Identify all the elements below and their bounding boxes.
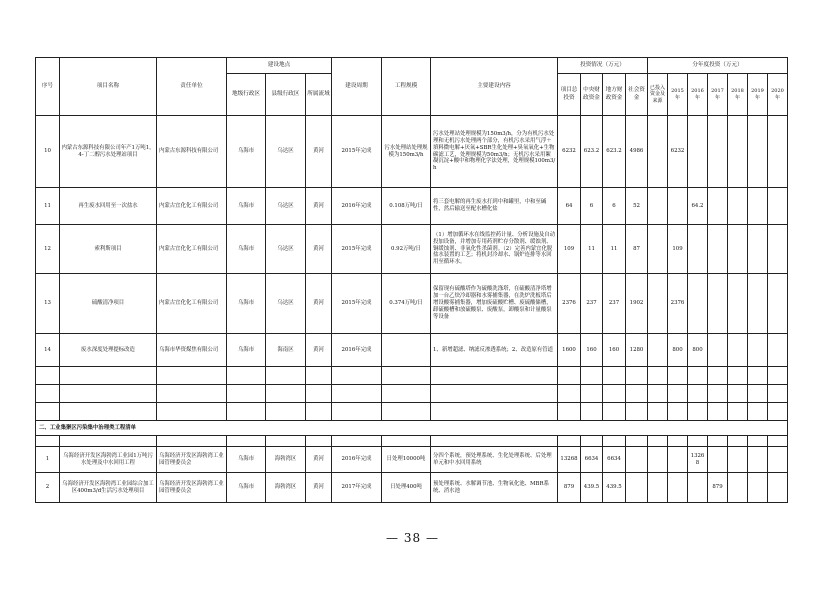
empty-row (36, 436, 788, 447)
header-scale: 工程规模 (382, 58, 431, 116)
cell-scale: 日处理400吨 (382, 473, 431, 503)
cell-content: 污水处理站处理规模为150m3/h，分为有机污水处理和无机污水处理两个部分，有机污水采用气浮＋填料微电解+厌氧+SBR生化处理+臭氧氧化+生物碳滤工艺，处理规模为50m3/h；无机污水采用絮凝沉淀+酸中和物理化学法处理，处理规模100m3/h (431, 116, 558, 188)
header-central: 中央财政资金 (581, 74, 603, 116)
cell-name: 乌海经济开发区海勃湾工业园综合加工区400m3/d生活污水处理项目 (60, 473, 157, 503)
empty-cell (668, 403, 688, 421)
cell-central: 160 (581, 334, 603, 367)
cell-scale: 0.108万吨/日 (382, 188, 431, 225)
empty-cell (60, 436, 157, 447)
cell-invested (648, 188, 668, 225)
cell-total: 1600 (558, 334, 581, 367)
cell-y2015: 6232 (668, 116, 688, 188)
empty-cell (688, 367, 708, 385)
empty-cell (603, 436, 626, 447)
page-number: — 38 — (386, 531, 439, 545)
cell-name: 硫酸清净项目 (60, 274, 157, 334)
empty-cell (603, 367, 626, 385)
cell-city: 乌海市 (227, 334, 266, 367)
empty-cell (306, 385, 332, 403)
empty-cell (36, 403, 60, 421)
empty-cell (60, 367, 157, 385)
empty-cell (581, 385, 603, 403)
empty-cell (332, 436, 382, 447)
cell-y2015 (668, 447, 688, 473)
empty-cell (648, 385, 668, 403)
header-2020: 2020年 (768, 74, 788, 116)
cell-county: 乌达区 (266, 116, 306, 188)
header-city: 地级行政区 (227, 74, 266, 116)
header-2015: 2015年 (668, 74, 688, 116)
header-invest: 投资情况（万元） (558, 58, 648, 74)
cell-invested (648, 274, 668, 334)
cell-total: 13268 (558, 447, 581, 473)
empty-cell (708, 385, 728, 403)
cell-content: 预处理系统、水解调节池、生物氧化池、MBR系统、消水池 (431, 473, 558, 503)
section-row (36, 421, 788, 436)
empty-cell (668, 367, 688, 385)
cell-no: 12 (36, 225, 60, 274)
cell-basin: 黄河 (306, 447, 332, 473)
table-row (36, 334, 788, 367)
project-table (35, 57, 788, 503)
cell-y2020 (768, 116, 788, 188)
empty-cell (728, 385, 748, 403)
cell-period: 2016年完成 (332, 188, 382, 225)
empty-cell (157, 385, 227, 403)
empty-cell (626, 367, 648, 385)
cell-central: 6 (581, 188, 603, 225)
cell-city: 乌海市 (227, 116, 266, 188)
empty-cell (382, 436, 431, 447)
cell-y2015: 2376 (668, 274, 688, 334)
cell-y2015: 800 (668, 334, 688, 367)
empty-cell (227, 436, 266, 447)
cell-name: 废水深度处理提标改造 (60, 334, 157, 367)
empty-row (36, 367, 788, 385)
empty-cell (157, 367, 227, 385)
table-row (36, 225, 788, 274)
cell-period: 2015年完成 (332, 116, 382, 188)
cell-social: 1280 (626, 334, 648, 367)
cell-unit: 内蒙古宜化化工有限公司 (157, 188, 227, 225)
empty-cell (648, 367, 668, 385)
cell-no: 14 (36, 334, 60, 367)
header-yearly: 分年度投资（万元） (648, 58, 788, 74)
empty-cell (431, 403, 558, 421)
cell-no: 2 (36, 473, 60, 503)
cell-invested (648, 473, 668, 503)
cell-central: 237 (581, 274, 603, 334)
empty-cell (431, 367, 558, 385)
empty-cell (266, 385, 306, 403)
header-invested: 已投入资金及来源 (648, 74, 668, 116)
empty-cell (157, 436, 227, 447)
empty-cell (688, 436, 708, 447)
cell-city: 乌海市 (227, 188, 266, 225)
cell-basin: 黄河 (306, 116, 332, 188)
cell-city: 乌海市 (227, 225, 266, 274)
cell-no: 13 (36, 274, 60, 334)
header-2019: 2019年 (748, 74, 768, 116)
cell-y2019 (748, 447, 768, 473)
cell-local: 6 (603, 188, 626, 225)
cell-total: 879 (558, 473, 581, 503)
cell-local: 160 (603, 334, 626, 367)
cell-y2020 (768, 334, 788, 367)
cell-name: 再生废水回用至一次盐水 (60, 188, 157, 225)
empty-cell (581, 367, 603, 385)
header-location: 建设地点 (227, 58, 332, 74)
cell-basin: 黄河 (306, 225, 332, 274)
cell-invested (648, 225, 668, 274)
cell-social (626, 473, 648, 503)
cell-y2017 (708, 334, 728, 367)
cell-unit: 内蒙古宜化化工有限公司 (157, 274, 227, 334)
cell-county: 海勃湾区 (266, 447, 306, 473)
cell-city: 乌海市 (227, 447, 266, 473)
section-title: 二、工业集聚区污染集中治理类工程清单 (36, 421, 788, 436)
empty-cell (688, 403, 708, 421)
empty-cell (558, 436, 581, 447)
header-row-1 (36, 58, 788, 74)
header-project: 项目名称 (60, 58, 157, 116)
cell-basin: 黄河 (306, 334, 332, 367)
header-social: 社会资金 (626, 74, 648, 116)
table-body (36, 58, 788, 503)
empty-cell (728, 403, 748, 421)
table-row (36, 274, 788, 334)
cell-local: 439.5 (603, 473, 626, 503)
cell-county: 海勃湾区 (266, 473, 306, 503)
cell-total: 2376 (558, 274, 581, 334)
cell-y2019 (748, 334, 768, 367)
empty-cell (708, 367, 728, 385)
empty-cell (581, 403, 603, 421)
empty-cell (36, 436, 60, 447)
cell-total: 6232 (558, 116, 581, 188)
table-row (36, 116, 788, 188)
empty-cell (728, 367, 748, 385)
cell-y2019 (748, 188, 768, 225)
empty-cell (558, 367, 581, 385)
cell-y2018 (728, 225, 748, 274)
empty-cell (626, 403, 648, 421)
header-total: 项目总投资 (558, 74, 581, 116)
empty-cell (603, 403, 626, 421)
cell-scale: 0.374万吨/日 (382, 274, 431, 334)
cell-content: 保留现有硫酸塔作为硫酸洗涤塔，在硫酸清净塔增加一台乙炔冷却器和水雾捕集器，在洗炉洗板塔后增设酸雾捕集器，增加废硫酸贮槽、废硫酸储槽，卸硫酸槽和放硫酸泵、废酸泵，卸酸泵和计量酸泵等设备 (431, 274, 558, 334)
empty-cell (227, 385, 266, 403)
empty-cell (648, 403, 668, 421)
header-content: 主要建设内容 (431, 58, 558, 116)
empty-cell (748, 385, 768, 403)
empty-cell (36, 367, 60, 385)
cell-city: 乌海市 (227, 473, 266, 503)
empty-cell (332, 385, 382, 403)
empty-cell (306, 403, 332, 421)
cell-central: 439.5 (581, 473, 603, 503)
empty-cell (768, 436, 788, 447)
empty-cell (382, 367, 431, 385)
cell-central: 623.2 (581, 116, 603, 188)
empty-cell (382, 403, 431, 421)
cell-y2016: 13268 (688, 447, 708, 473)
cell-unit: 内蒙古宜化化工有限公司 (157, 225, 227, 274)
empty-cell (768, 385, 788, 403)
cell-no: 1 (36, 447, 60, 473)
cell-y2018 (728, 116, 748, 188)
cell-y2017 (708, 116, 728, 188)
cell-total: 64 (558, 188, 581, 225)
cell-y2020 (768, 473, 788, 503)
empty-cell (581, 436, 603, 447)
header-seq: 序号 (36, 58, 60, 116)
header-2016: 2016年 (688, 74, 708, 116)
cell-y2018 (728, 274, 748, 334)
table-row (36, 447, 788, 473)
empty-row (36, 385, 788, 403)
empty-cell (332, 403, 382, 421)
empty-cell (382, 385, 431, 403)
cell-county: 乌达区 (266, 225, 306, 274)
cell-y2020 (768, 225, 788, 274)
empty-cell (266, 403, 306, 421)
empty-cell (626, 436, 648, 447)
cell-basin: 黄河 (306, 473, 332, 503)
empty-cell (36, 385, 60, 403)
cell-content: 1、新增超滤、纳滤反渗透系统；2、改造原有管道 (431, 334, 558, 367)
header-2018: 2018年 (728, 74, 748, 116)
cell-content: （1）增加循环水在线监控药计量、分析设施及自动投加设备，并增加专用药剂贮存分散剂、缓蚀剂、铜缓蚀剂、非氧化性杀菌剂。（2）完善内蒙宜化脱盐水装置的工艺；将机封冷却水、锅炉连排等水回用至循环水。 (431, 225, 558, 274)
cell-local: 11 (603, 225, 626, 274)
cell-unit: 乌海经济开发区海勃湾工业园管理委员会 (157, 447, 227, 473)
empty-cell (306, 436, 332, 447)
cell-period: 2015年完成 (332, 225, 382, 274)
cell-y2017 (708, 225, 728, 274)
cell-y2017 (708, 274, 728, 334)
cell-y2017 (708, 188, 728, 225)
empty-cell (768, 367, 788, 385)
cell-y2015 (668, 473, 688, 503)
empty-cell (431, 436, 558, 447)
empty-cell (157, 403, 227, 421)
cell-y2016: 64.2 (688, 188, 708, 225)
empty-cell (708, 403, 728, 421)
empty-cell (748, 403, 768, 421)
cell-central: 6634 (581, 447, 603, 473)
cell-unit: 乌海市华资煤焦有限公司 (157, 334, 227, 367)
cell-period: 2015年完成 (332, 274, 382, 334)
cell-local: 6634 (603, 447, 626, 473)
cell-invested (648, 447, 668, 473)
empty-cell (668, 436, 688, 447)
empty-row (36, 403, 788, 421)
cell-y2020 (768, 188, 788, 225)
empty-cell (266, 367, 306, 385)
cell-y2015 (668, 188, 688, 225)
cell-y2019 (748, 225, 768, 274)
cell-period: 2016年完成 (332, 334, 382, 367)
cell-y2017 (708, 447, 728, 473)
cell-name: 乌海经济开发区海勃湾工业园1万吨污水处理及中水回用工程 (60, 447, 157, 473)
empty-cell (626, 385, 648, 403)
cell-social: 1902 (626, 274, 648, 334)
cell-y2019 (748, 274, 768, 334)
cell-county: 海南区 (266, 334, 306, 367)
cell-y2016 (688, 274, 708, 334)
cell-local: 237 (603, 274, 626, 334)
empty-cell (668, 385, 688, 403)
empty-cell (266, 436, 306, 447)
empty-cell (306, 367, 332, 385)
empty-cell (748, 436, 768, 447)
cell-central: 11 (581, 225, 603, 274)
cell-social: 52 (626, 188, 648, 225)
cell-y2015: 109 (668, 225, 688, 274)
cell-y2016 (688, 225, 708, 274)
cell-y2019 (748, 116, 768, 188)
empty-cell (748, 367, 768, 385)
table-row (36, 188, 788, 225)
cell-social: 87 (626, 225, 648, 274)
cell-county: 乌达区 (266, 188, 306, 225)
cell-period: 2017年完成 (332, 473, 382, 503)
cell-scale: 日处理10000吨 (382, 447, 431, 473)
empty-cell (768, 403, 788, 421)
empty-cell (431, 385, 558, 403)
cell-y2019 (748, 473, 768, 503)
cell-unit: 内蒙古东源科技有限公司 (157, 116, 227, 188)
empty-cell (728, 436, 748, 447)
cell-y2018 (728, 473, 748, 503)
cell-y2016: 800 (688, 334, 708, 367)
cell-total: 109 (558, 225, 581, 274)
cell-unit: 乌海经济开发区海勃湾工业园管理委员会 (157, 473, 227, 503)
header-unit: 责任单位 (157, 58, 227, 116)
empty-cell (558, 385, 581, 403)
cell-no: 10 (36, 116, 60, 188)
cell-y2018 (728, 188, 748, 225)
cell-social (626, 447, 648, 473)
cell-social: 4986 (626, 116, 648, 188)
header-period: 建设周期 (332, 58, 382, 116)
cell-scale: 0.92万吨/日 (382, 225, 431, 274)
cell-y2018 (728, 447, 748, 473)
empty-cell (60, 385, 157, 403)
cell-county: 乌达区 (266, 274, 306, 334)
cell-basin: 黄河 (306, 274, 332, 334)
empty-cell (603, 385, 626, 403)
cell-no: 11 (36, 188, 60, 225)
empty-cell (60, 403, 157, 421)
cell-name: 索利斯项目 (60, 225, 157, 274)
cell-y2016 (688, 473, 708, 503)
empty-cell (227, 403, 266, 421)
cell-scale: 污水处理站处理规模为150m3/h (382, 116, 431, 188)
cell-y2020 (768, 447, 788, 473)
cell-y2017: 879 (708, 473, 728, 503)
header-local: 地方财政资金 (603, 74, 626, 116)
empty-cell (332, 367, 382, 385)
cell-invested (648, 116, 668, 188)
header-basin: 所属流域 (306, 74, 332, 116)
cell-content: 将三套电解的再生废水打到中和罐里，中和至碱性，然后输送至配水槽化盐 (431, 188, 558, 225)
cell-y2016 (688, 116, 708, 188)
cell-y2018 (728, 334, 748, 367)
header-2017: 2017年 (708, 74, 728, 116)
cell-local: 623.2 (603, 116, 626, 188)
cell-period: 2016年完成 (332, 447, 382, 473)
cell-y2020 (768, 274, 788, 334)
cell-invested (648, 334, 668, 367)
cell-content: 分四个系统，预处理系统、生化处理系统、后处理单元和中水回用系统 (431, 447, 558, 473)
empty-cell (227, 367, 266, 385)
empty-cell (648, 436, 668, 447)
header-county: 县级行政区 (266, 74, 306, 116)
empty-cell (558, 403, 581, 421)
empty-cell (708, 436, 728, 447)
table-row (36, 473, 788, 503)
cell-city: 乌海市 (227, 274, 266, 334)
empty-cell (688, 385, 708, 403)
cell-scale (382, 334, 431, 367)
cell-basin: 黄河 (306, 188, 332, 225)
cell-name: 内蒙古东源科技有限公司年产1万吨1，4-丁二醇污水处理站项目 (60, 116, 157, 188)
